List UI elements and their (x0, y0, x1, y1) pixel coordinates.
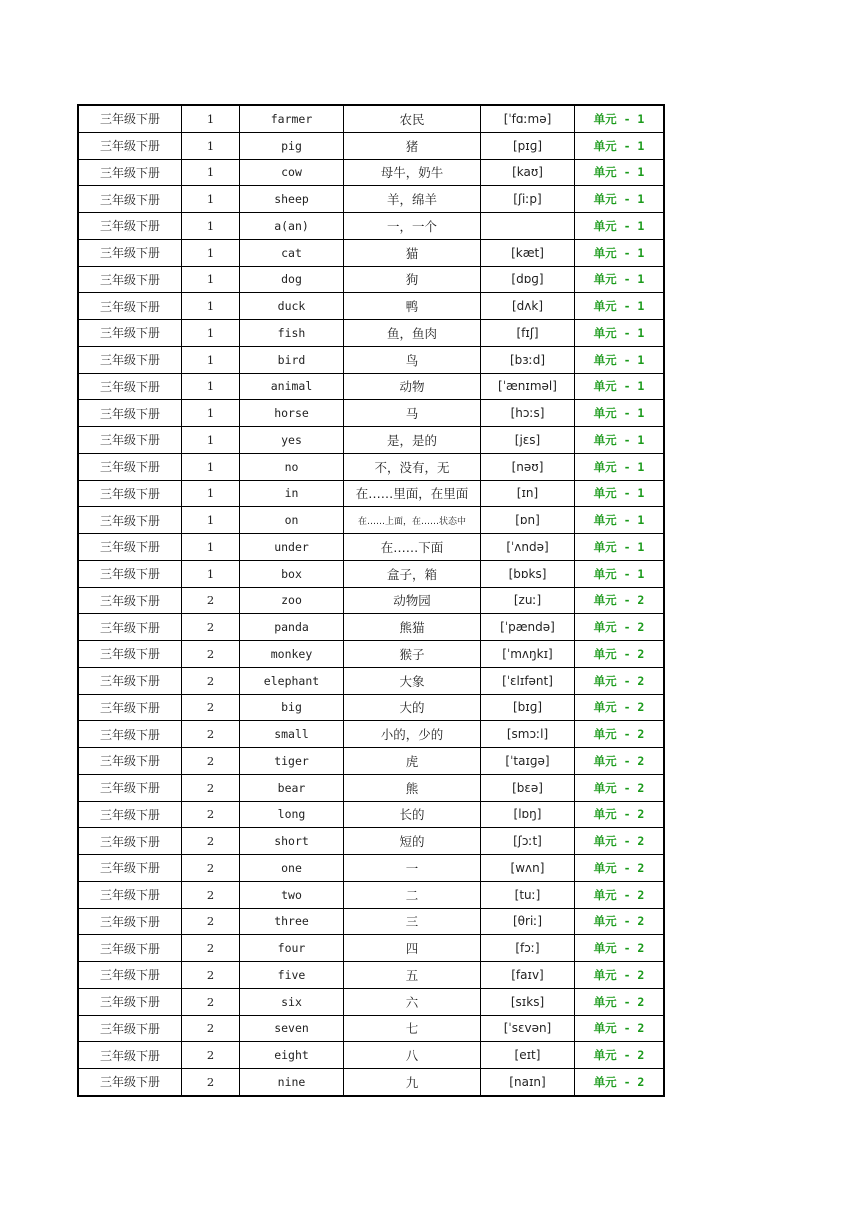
word-cell: three (240, 908, 344, 935)
table-row (78, 962, 664, 989)
unit-cell: 2 (182, 988, 240, 1015)
unit-cell: 1 (182, 159, 240, 186)
phonetic-cell: [ɒn] (481, 507, 575, 534)
table-row (78, 801, 664, 828)
table-row (78, 614, 664, 641)
phonetic-cell: [dɒɡ] (481, 266, 575, 293)
unit-cell: 1 (182, 186, 240, 213)
grade-cell: 三年级下册 (78, 213, 182, 240)
word-cell: on (240, 507, 344, 534)
unit-tag-cell: 单元 - 2 (575, 1042, 665, 1069)
table-row (78, 480, 664, 507)
unit-cell: 2 (182, 614, 240, 641)
table-row (78, 774, 664, 801)
table-row (78, 239, 664, 266)
meaning-cell: 是，是的 (344, 427, 481, 454)
unit-cell: 2 (182, 721, 240, 748)
unit-tag-cell: 单元 - 2 (575, 962, 665, 989)
unit-tag-cell: 单元 - 1 (575, 427, 665, 454)
meaning-cell: 四 (344, 935, 481, 962)
unit-tag-cell: 单元 - 1 (575, 453, 665, 480)
word-cell: short (240, 828, 344, 855)
meaning-cell: 马 (344, 400, 481, 427)
unit-tag-cell: 单元 - 1 (575, 213, 665, 240)
table-row (78, 721, 664, 748)
unit-cell: 1 (182, 534, 240, 561)
table-row (78, 694, 664, 721)
grade-cell: 三年级下册 (78, 667, 182, 694)
grade-cell: 三年级下册 (78, 694, 182, 721)
unit-tag-cell: 单元 - 2 (575, 1015, 665, 1042)
grade-cell: 三年级下册 (78, 507, 182, 534)
word-cell: yes (240, 427, 344, 454)
phonetic-cell: [bɪɡ] (481, 694, 575, 721)
unit-cell: 1 (182, 560, 240, 587)
unit-tag-cell: 单元 - 2 (575, 748, 665, 775)
unit-tag-cell: 单元 - 1 (575, 346, 665, 373)
word-cell: tiger (240, 748, 344, 775)
table-row (78, 105, 664, 132)
grade-cell: 三年级下册 (78, 1015, 182, 1042)
grade-cell: 三年级下册 (78, 132, 182, 159)
unit-cell: 2 (182, 1042, 240, 1069)
meaning-cell: 农民 (344, 105, 481, 132)
unit-cell: 1 (182, 239, 240, 266)
phonetic-cell: [ɪn] (481, 480, 575, 507)
meaning-cell: 猫 (344, 239, 481, 266)
meaning-cell: 在……上面，在……状态中 (344, 507, 481, 534)
meaning-cell: 不，没有，无 (344, 453, 481, 480)
phonetic-cell: [bɜːd] (481, 346, 575, 373)
meaning-cell: 鸭 (344, 293, 481, 320)
grade-cell: 三年级下册 (78, 239, 182, 266)
grade-cell: 三年级下册 (78, 828, 182, 855)
unit-cell: 1 (182, 105, 240, 132)
grade-cell: 三年级下册 (78, 587, 182, 614)
grade-cell: 三年级下册 (78, 962, 182, 989)
unit-tag-cell: 单元 - 2 (575, 614, 665, 641)
phonetic-cell: [lɒŋ] (481, 801, 575, 828)
table-row (78, 507, 664, 534)
grade-cell: 三年级下册 (78, 748, 182, 775)
unit-tag-cell: 单元 - 1 (575, 132, 665, 159)
grade-cell: 三年级下册 (78, 373, 182, 400)
meaning-cell: 二 (344, 881, 481, 908)
unit-tag-cell: 单元 - 2 (575, 641, 665, 668)
meaning-cell: 猴子 (344, 641, 481, 668)
phonetic-cell: [bɒks] (481, 560, 575, 587)
unit-cell: 2 (182, 1069, 240, 1096)
meaning-cell: 猪 (344, 132, 481, 159)
unit-cell: 1 (182, 453, 240, 480)
grade-cell: 三年级下册 (78, 641, 182, 668)
unit-cell: 1 (182, 507, 240, 534)
meaning-cell: 三 (344, 908, 481, 935)
word-cell: farmer (240, 105, 344, 132)
table-row (78, 828, 664, 855)
unit-cell: 2 (182, 694, 240, 721)
grade-cell: 三年级下册 (78, 320, 182, 347)
table-row (78, 534, 664, 561)
phonetic-cell: [fɔː] (481, 935, 575, 962)
word-cell: monkey (240, 641, 344, 668)
phonetic-cell: [ˈænɪməl] (481, 373, 575, 400)
unit-tag-cell: 单元 - 1 (575, 400, 665, 427)
unit-cell: 2 (182, 962, 240, 989)
unit-tag-cell: 单元 - 1 (575, 105, 665, 132)
word-cell: a(an) (240, 213, 344, 240)
unit-cell: 2 (182, 748, 240, 775)
meaning-cell: 六 (344, 988, 481, 1015)
word-cell: four (240, 935, 344, 962)
word-cell: bear (240, 774, 344, 801)
grade-cell: 三年级下册 (78, 908, 182, 935)
word-cell: in (240, 480, 344, 507)
grade-cell: 三年级下册 (78, 988, 182, 1015)
meaning-cell: 熊 (344, 774, 481, 801)
table-row (78, 320, 664, 347)
word-cell: panda (240, 614, 344, 641)
grade-cell: 三年级下册 (78, 346, 182, 373)
unit-tag-cell: 单元 - 1 (575, 507, 665, 534)
meaning-cell: 在……下面 (344, 534, 481, 561)
word-cell: six (240, 988, 344, 1015)
unit-cell: 2 (182, 774, 240, 801)
table-row (78, 881, 664, 908)
word-cell: animal (240, 373, 344, 400)
grade-cell: 三年级下册 (78, 266, 182, 293)
phonetic-cell: [naɪn] (481, 1069, 575, 1096)
table-row (78, 641, 664, 668)
table-row (78, 667, 664, 694)
table-row (78, 400, 664, 427)
unit-tag-cell: 单元 - 1 (575, 373, 665, 400)
meaning-cell: 九 (344, 1069, 481, 1096)
meaning-cell: 大象 (344, 667, 481, 694)
phonetic-cell: [ˈtaɪɡə] (481, 748, 575, 775)
word-cell: nine (240, 1069, 344, 1096)
table-row (78, 427, 664, 454)
table-row (78, 186, 664, 213)
table-row (78, 560, 664, 587)
meaning-cell: 熊猫 (344, 614, 481, 641)
meaning-cell: 动物园 (344, 587, 481, 614)
unit-tag-cell: 单元 - 2 (575, 721, 665, 748)
phonetic-cell: [ˈɛlɪfənt] (481, 667, 575, 694)
meaning-cell: 鸟 (344, 346, 481, 373)
word-cell: horse (240, 400, 344, 427)
word-cell: seven (240, 1015, 344, 1042)
grade-cell: 三年级下册 (78, 480, 182, 507)
vocabulary-table-body (78, 105, 664, 1096)
unit-cell: 1 (182, 293, 240, 320)
word-cell: fish (240, 320, 344, 347)
unit-tag-cell: 单元 - 1 (575, 186, 665, 213)
phonetic-cell: [bɛə] (481, 774, 575, 801)
unit-tag-cell: 单元 - 2 (575, 667, 665, 694)
unit-tag-cell: 单元 - 2 (575, 694, 665, 721)
grade-cell: 三年级下册 (78, 721, 182, 748)
word-cell: eight (240, 1042, 344, 1069)
table-row (78, 373, 664, 400)
phonetic-cell: [kaʊ] (481, 159, 575, 186)
meaning-cell: 一 (344, 855, 481, 882)
word-cell: under (240, 534, 344, 561)
grade-cell: 三年级下册 (78, 1069, 182, 1096)
unit-cell: 1 (182, 213, 240, 240)
phonetic-cell: [ˈmʌŋkɪ] (481, 641, 575, 668)
table-row (78, 1069, 664, 1096)
unit-cell: 2 (182, 587, 240, 614)
meaning-cell: 短的 (344, 828, 481, 855)
phonetic-cell: [pɪɡ] (481, 132, 575, 159)
table-row (78, 587, 664, 614)
meaning-cell: 小的，少的 (344, 721, 481, 748)
word-cell: sheep (240, 186, 344, 213)
unit-tag-cell: 单元 - 2 (575, 855, 665, 882)
unit-cell: 2 (182, 828, 240, 855)
vocabulary-table (77, 104, 665, 1097)
table-row (78, 935, 664, 962)
phonetic-cell: [dʌk] (481, 293, 575, 320)
unit-tag-cell: 单元 - 2 (575, 587, 665, 614)
phonetic-cell: [ˈsɛvən] (481, 1015, 575, 1042)
phonetic-cell: [wʌn] (481, 855, 575, 882)
unit-cell: 2 (182, 801, 240, 828)
unit-tag-cell: 单元 - 2 (575, 988, 665, 1015)
unit-tag-cell: 单元 - 1 (575, 293, 665, 320)
unit-cell: 2 (182, 641, 240, 668)
table-row (78, 988, 664, 1015)
word-cell: duck (240, 293, 344, 320)
unit-cell: 1 (182, 346, 240, 373)
phonetic-cell: [faɪv] (481, 962, 575, 989)
unit-tag-cell: 单元 - 1 (575, 480, 665, 507)
phonetic-cell: [θriː] (481, 908, 575, 935)
word-cell: five (240, 962, 344, 989)
grade-cell: 三年级下册 (78, 881, 182, 908)
unit-tag-cell: 单元 - 1 (575, 560, 665, 587)
meaning-cell: 狗 (344, 266, 481, 293)
unit-cell: 2 (182, 667, 240, 694)
word-cell: zoo (240, 587, 344, 614)
grade-cell: 三年级下册 (78, 453, 182, 480)
table-row (78, 453, 664, 480)
unit-tag-cell: 单元 - 2 (575, 828, 665, 855)
meaning-cell: 母牛，奶牛 (344, 159, 481, 186)
unit-cell: 2 (182, 881, 240, 908)
grade-cell: 三年级下册 (78, 935, 182, 962)
unit-tag-cell: 单元 - 2 (575, 908, 665, 935)
phonetic-cell: [smɔːl] (481, 721, 575, 748)
unit-cell: 1 (182, 320, 240, 347)
unit-cell: 2 (182, 935, 240, 962)
phonetic-cell: [ʃiːp] (481, 186, 575, 213)
phonetic-cell: [fɪʃ] (481, 320, 575, 347)
phonetic-cell (481, 213, 575, 240)
unit-cell: 1 (182, 132, 240, 159)
word-cell: pig (240, 132, 344, 159)
grade-cell: 三年级下册 (78, 534, 182, 561)
meaning-cell: 五 (344, 962, 481, 989)
unit-tag-cell: 单元 - 1 (575, 534, 665, 561)
meaning-cell: 一，一个 (344, 213, 481, 240)
phonetic-cell: [hɔːs] (481, 400, 575, 427)
word-cell: cow (240, 159, 344, 186)
word-cell: long (240, 801, 344, 828)
phonetic-cell: [eɪt] (481, 1042, 575, 1069)
word-cell: small (240, 721, 344, 748)
unit-cell: 2 (182, 1015, 240, 1042)
unit-tag-cell: 单元 - 2 (575, 1069, 665, 1096)
meaning-cell: 虎 (344, 748, 481, 775)
word-cell: elephant (240, 667, 344, 694)
table-row (78, 1042, 664, 1069)
unit-cell: 1 (182, 480, 240, 507)
phonetic-cell: [sɪks] (481, 988, 575, 1015)
phonetic-cell: [ˈfɑːmə] (481, 105, 575, 132)
unit-cell: 2 (182, 855, 240, 882)
word-cell: dog (240, 266, 344, 293)
table-row (78, 346, 664, 373)
meaning-cell: 七 (344, 1015, 481, 1042)
meaning-cell: 大的 (344, 694, 481, 721)
unit-cell: 1 (182, 400, 240, 427)
unit-tag-cell: 单元 - 1 (575, 239, 665, 266)
meaning-cell: 鱼，鱼肉 (344, 320, 481, 347)
meaning-cell: 在……里面，在里面 (344, 480, 481, 507)
word-cell: cat (240, 239, 344, 266)
word-cell: no (240, 453, 344, 480)
meaning-cell: 盒子，箱 (344, 560, 481, 587)
phonetic-cell: [zuː] (481, 587, 575, 614)
word-cell: one (240, 855, 344, 882)
phonetic-cell: [tuː] (481, 881, 575, 908)
unit-cell: 1 (182, 427, 240, 454)
table-row (78, 213, 664, 240)
meaning-cell: 长的 (344, 801, 481, 828)
meaning-cell: 羊，绵羊 (344, 186, 481, 213)
table-row (78, 1015, 664, 1042)
phonetic-cell: [jɛs] (481, 427, 575, 454)
word-cell: two (240, 881, 344, 908)
phonetic-cell: [ˈpændə] (481, 614, 575, 641)
grade-cell: 三年级下册 (78, 427, 182, 454)
table-row (78, 855, 664, 882)
word-cell: bird (240, 346, 344, 373)
grade-cell: 三年级下册 (78, 774, 182, 801)
grade-cell: 三年级下册 (78, 105, 182, 132)
phonetic-cell: [ˈʌndə] (481, 534, 575, 561)
table-row (78, 748, 664, 775)
unit-tag-cell: 单元 - 2 (575, 801, 665, 828)
word-cell: big (240, 694, 344, 721)
grade-cell: 三年级下册 (78, 855, 182, 882)
grade-cell: 三年级下册 (78, 560, 182, 587)
word-cell: box (240, 560, 344, 587)
unit-tag-cell: 单元 - 2 (575, 935, 665, 962)
meaning-cell: 八 (344, 1042, 481, 1069)
grade-cell: 三年级下册 (78, 159, 182, 186)
table-row (78, 293, 664, 320)
unit-cell: 1 (182, 373, 240, 400)
unit-tag-cell: 单元 - 1 (575, 266, 665, 293)
grade-cell: 三年级下册 (78, 1042, 182, 1069)
meaning-cell: 动物 (344, 373, 481, 400)
grade-cell: 三年级下册 (78, 400, 182, 427)
grade-cell: 三年级下册 (78, 614, 182, 641)
unit-tag-cell: 单元 - 1 (575, 159, 665, 186)
table-row (78, 266, 664, 293)
table-row (78, 159, 664, 186)
grade-cell: 三年级下册 (78, 801, 182, 828)
phonetic-cell: [nəʊ] (481, 453, 575, 480)
unit-cell: 2 (182, 908, 240, 935)
unit-tag-cell: 单元 - 1 (575, 320, 665, 347)
grade-cell: 三年级下册 (78, 293, 182, 320)
unit-tag-cell: 单元 - 2 (575, 881, 665, 908)
table-row (78, 132, 664, 159)
phonetic-cell: [ʃɔːt] (481, 828, 575, 855)
phonetic-cell: [kæt] (481, 239, 575, 266)
unit-cell: 1 (182, 266, 240, 293)
table-row (78, 908, 664, 935)
grade-cell: 三年级下册 (78, 186, 182, 213)
unit-tag-cell: 单元 - 2 (575, 774, 665, 801)
